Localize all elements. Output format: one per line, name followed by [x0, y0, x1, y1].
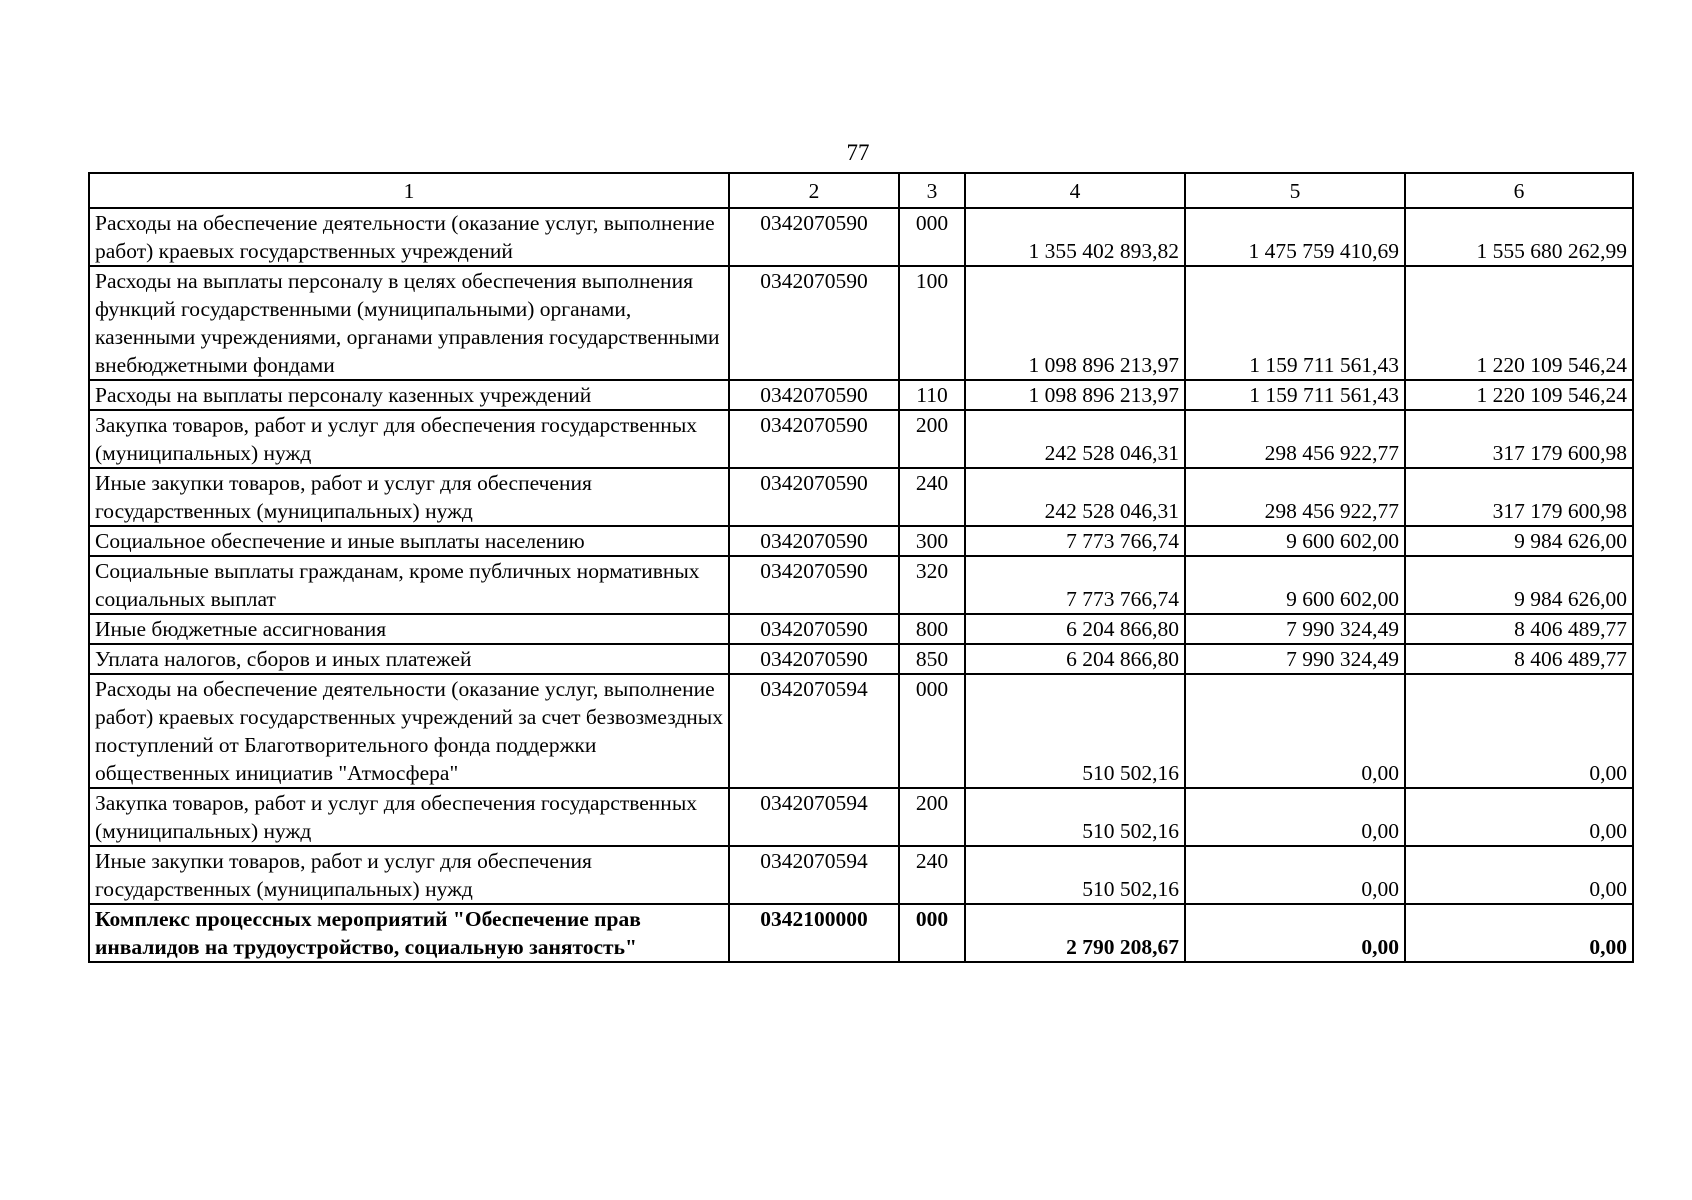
cell-amount-col6: 0,00	[1405, 788, 1633, 846]
cell-amount-col5: 1 475 759 410,69	[1185, 208, 1405, 266]
cell-amount-col6: 317 179 600,98	[1405, 468, 1633, 526]
cell-amount-col4: 510 502,16	[965, 846, 1185, 904]
cell-name: Социальное обеспечение и иные выплаты населению	[89, 526, 729, 556]
header-col-1: 1	[89, 173, 729, 208]
table-header-row	[89, 173, 1633, 208]
table-row	[89, 644, 1633, 674]
cell-amount-col5: 1 159 711 561,43	[1185, 380, 1405, 410]
cell-amount-col6: 1 555 680 262,99	[1405, 208, 1633, 266]
cell-code: 0342100000	[729, 904, 899, 962]
cell-amount-col4: 242 528 046,31	[965, 468, 1185, 526]
cell-amount-col4: 7 773 766,74	[965, 526, 1185, 556]
cell-expense-type: 000	[899, 674, 965, 788]
cell-amount-col5: 0,00	[1185, 846, 1405, 904]
cell-expense-type: 200	[899, 788, 965, 846]
cell-code: 0342070590	[729, 410, 899, 468]
table-row	[89, 208, 1633, 266]
cell-expense-type: 850	[899, 644, 965, 674]
cell-amount-col6: 8 406 489,77	[1405, 644, 1633, 674]
table-row	[89, 556, 1633, 614]
table-row	[89, 846, 1633, 904]
cell-name: Расходы на обеспечение деятельности (оказание услуг, выполнение работ) краевых государственных учреждений за счет безвозмездных поступлений от Благотворительного фонда поддержки общественных инициатив "Атмосфера"	[89, 674, 729, 788]
table-row	[89, 788, 1633, 846]
header-col-2: 2	[729, 173, 899, 208]
cell-amount-col5: 7 990 324,49	[1185, 614, 1405, 644]
cell-expense-type: 300	[899, 526, 965, 556]
cell-name: Иные бюджетные ассигнования	[89, 614, 729, 644]
cell-amount-col5: 0,00	[1185, 788, 1405, 846]
cell-expense-type: 000	[899, 208, 965, 266]
table-row	[89, 614, 1633, 644]
table-row	[89, 904, 1633, 962]
cell-amount-col6: 317 179 600,98	[1405, 410, 1633, 468]
cell-name: Закупка товаров, работ и услуг для обеспечения государственных (муниципальных) нужд	[89, 788, 729, 846]
cell-code: 0342070594	[729, 788, 899, 846]
cell-code: 0342070590	[729, 380, 899, 410]
cell-amount-col5: 0,00	[1185, 674, 1405, 788]
cell-amount-col6: 0,00	[1405, 846, 1633, 904]
table-row	[89, 380, 1633, 410]
cell-amount-col4: 6 204 866,80	[965, 644, 1185, 674]
cell-expense-type: 110	[899, 380, 965, 410]
cell-amount-col5: 9 600 602,00	[1185, 526, 1405, 556]
cell-amount-col4: 1 098 896 213,97	[965, 380, 1185, 410]
cell-name: Иные закупки товаров, работ и услуг для обеспечения государственных (муниципальных) нужд	[89, 846, 729, 904]
table-body	[89, 208, 1633, 962]
page-number: 77	[846, 140, 870, 165]
cell-code: 0342070590	[729, 614, 899, 644]
budget-table	[88, 172, 1634, 963]
cell-expense-type: 800	[899, 614, 965, 644]
cell-name: Расходы на выплаты персоналу в целях обеспечения выполнения функций государственными (муниципальными) органами, казенными учреждениями, органами управления государственными внебюджетными фондами	[89, 266, 729, 380]
cell-amount-col6: 1 220 109 546,24	[1405, 266, 1633, 380]
cell-amount-col6: 9 984 626,00	[1405, 556, 1633, 614]
cell-amount-col5: 9 600 602,00	[1185, 556, 1405, 614]
table-row	[89, 266, 1633, 380]
cell-expense-type: 240	[899, 468, 965, 526]
header-col-6: 6	[1405, 173, 1633, 208]
cell-name: Уплата налогов, сборов и иных платежей	[89, 644, 729, 674]
table-row	[89, 410, 1633, 468]
cell-amount-col4: 510 502,16	[965, 788, 1185, 846]
cell-amount-col4: 1 355 402 893,82	[965, 208, 1185, 266]
cell-amount-col5: 7 990 324,49	[1185, 644, 1405, 674]
cell-name: Расходы на выплаты персоналу казенных учреждений	[89, 380, 729, 410]
cell-amount-col6: 0,00	[1405, 904, 1633, 962]
table-row	[89, 468, 1633, 526]
cell-name: Комплекс процессных мероприятий "Обеспечение прав инвалидов на трудоустройство, социальную занятость"	[89, 904, 729, 962]
cell-amount-col6: 9 984 626,00	[1405, 526, 1633, 556]
cell-amount-col6: 1 220 109 546,24	[1405, 380, 1633, 410]
cell-expense-type: 100	[899, 266, 965, 380]
cell-amount-col4: 7 773 766,74	[965, 556, 1185, 614]
cell-expense-type: 320	[899, 556, 965, 614]
table-row	[89, 526, 1633, 556]
cell-amount-col4: 1 098 896 213,97	[965, 266, 1185, 380]
cell-name: Расходы на обеспечение деятельности (оказание услуг, выполнение работ) краевых государственных учреждений	[89, 208, 729, 266]
cell-code: 0342070594	[729, 846, 899, 904]
cell-amount-col4: 6 204 866,80	[965, 614, 1185, 644]
cell-name: Иные закупки товаров, работ и услуг для обеспечения государственных (муниципальных) нужд	[89, 468, 729, 526]
cell-amount-col5: 1 159 711 561,43	[1185, 266, 1405, 380]
cell-expense-type: 200	[899, 410, 965, 468]
cell-code: 0342070590	[729, 556, 899, 614]
cell-amount-col5: 0,00	[1185, 904, 1405, 962]
cell-code: 0342070594	[729, 674, 899, 788]
cell-name: Социальные выплаты гражданам, кроме публичных нормативных социальных выплат	[89, 556, 729, 614]
cell-amount-col5: 298 456 922,77	[1185, 410, 1405, 468]
table-row	[89, 674, 1633, 788]
cell-amount-col4: 510 502,16	[965, 674, 1185, 788]
header-col-4: 4	[965, 173, 1185, 208]
cell-name: Закупка товаров, работ и услуг для обеспечения государственных (муниципальных) нужд	[89, 410, 729, 468]
cell-amount-col4: 242 528 046,31	[965, 410, 1185, 468]
header-col-3: 3	[899, 173, 965, 208]
cell-code: 0342070590	[729, 644, 899, 674]
cell-expense-type: 240	[899, 846, 965, 904]
header-col-5: 5	[1185, 173, 1405, 208]
cell-amount-col5: 298 456 922,77	[1185, 468, 1405, 526]
cell-code: 0342070590	[729, 468, 899, 526]
cell-code: 0342070590	[729, 208, 899, 266]
cell-code: 0342070590	[729, 266, 899, 380]
cell-amount-col4: 2 790 208,67	[965, 904, 1185, 962]
cell-amount-col6: 0,00	[1405, 674, 1633, 788]
cell-expense-type: 000	[899, 904, 965, 962]
cell-amount-col6: 8 406 489,77	[1405, 614, 1633, 644]
cell-code: 0342070590	[729, 526, 899, 556]
